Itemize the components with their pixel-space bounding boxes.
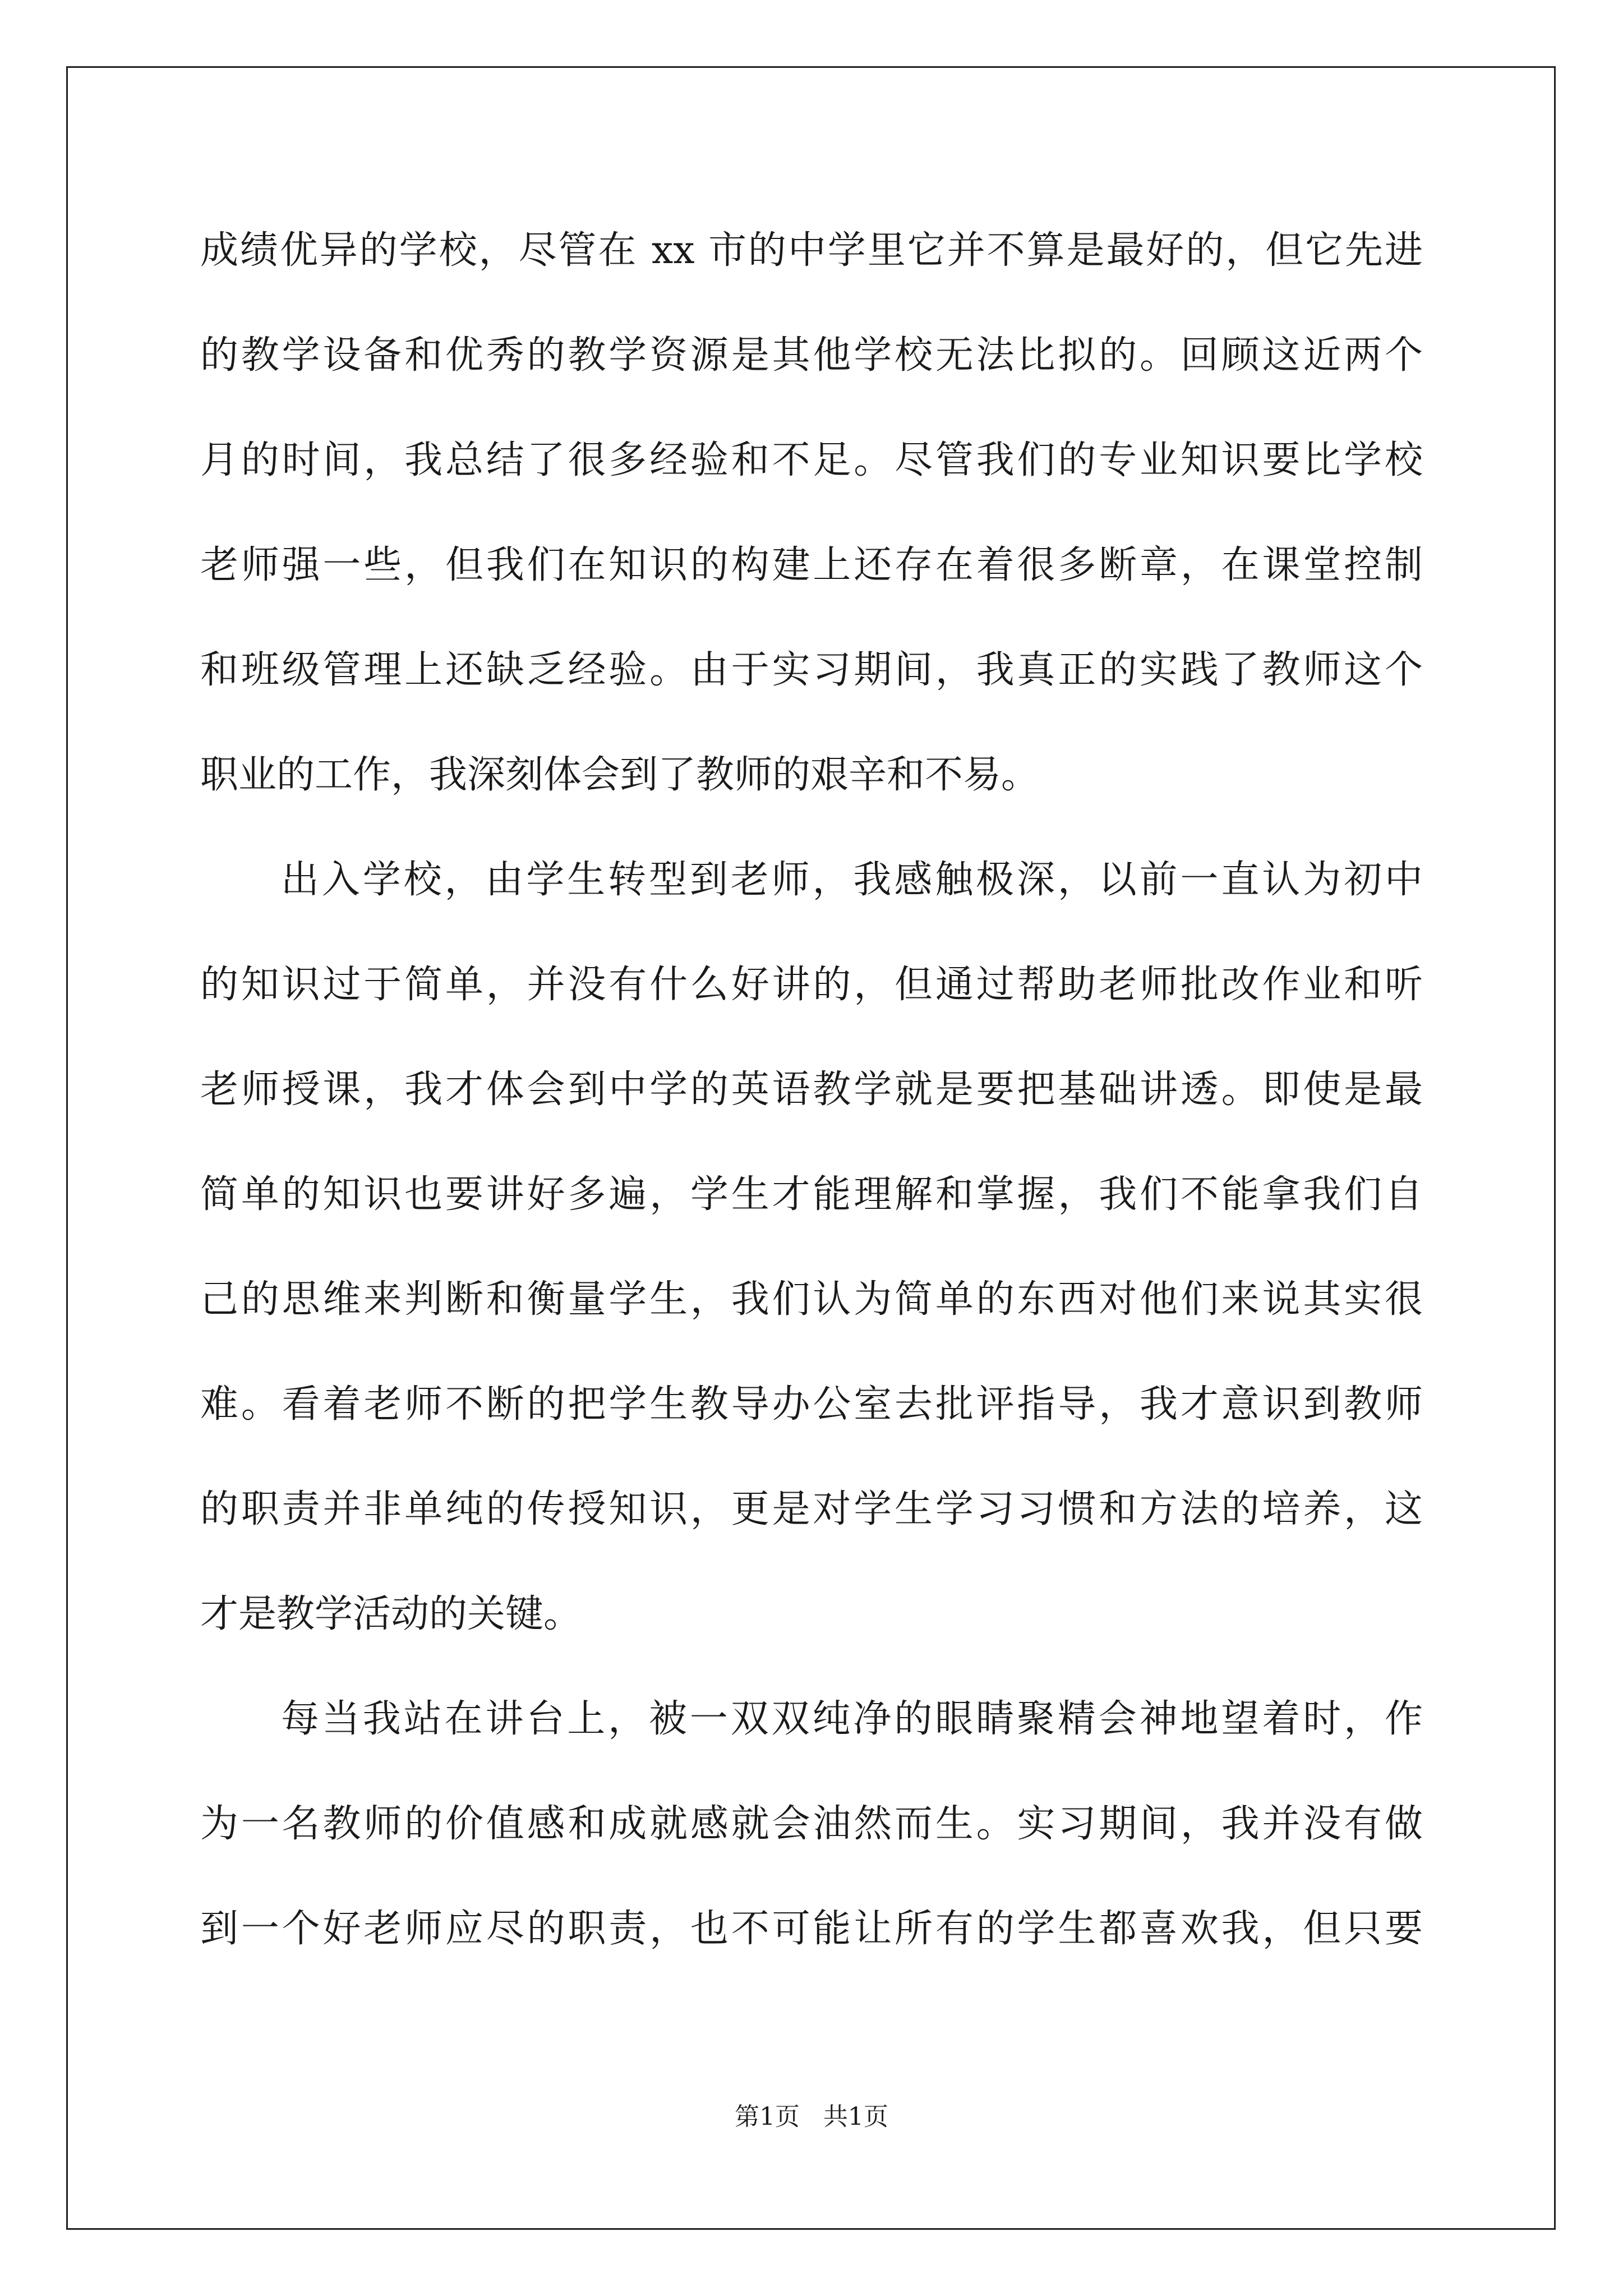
text-line: 难。看着老师不断的把学生教导办公室去批评指导，我才意识到教师: [200, 1382, 1423, 1427]
text-line: 老师授课，我才体会到中学的英语教学就是要把基础讲透。即使是最: [200, 1068, 1423, 1112]
text-line: 才是教学活动的关键。: [200, 1592, 582, 1636]
text-line: 的职责并非单纯的传授知识，更是对学生学习习惯和方法的培养，这: [200, 1487, 1423, 1531]
text-line: 月的时间，我总结了很多经验和不足。尽管我们的专业知识要比学校: [200, 438, 1423, 482]
text-line: 己的思维来判断和衡量学生，我们认为简单的东西对他们来说其实很: [200, 1277, 1423, 1322]
text-line: 为一名教师的价值感和成就感就会油然而生。实习期间，我并没有做: [200, 1802, 1423, 1846]
document-body: [200, 220, 1423, 2003]
text-line: 职业的工作，我深刻体会到了教师的艰辛和不易。: [200, 753, 1040, 797]
text-line: 和班级管理上还缺乏经验。由于实习期间，我真正的实践了教师这个: [200, 648, 1423, 692]
text-line: 老师强一些，但我们在知识的构建上还存在着很多断章，在课堂控制: [200, 543, 1423, 587]
text-line: 出入学校，由学生转型到老师，我感触极深，以前一直认为初中: [281, 858, 1423, 902]
page-number-footer: 第1页 共1页: [735, 2102, 888, 2131]
text-line: 简单的知识也要讲好多遍，学生才能理解和掌握，我们不能拿我们自: [200, 1172, 1423, 1217]
text-line: 成绩优异的学校，尽管在 xx 市的中学里它并不算是最好的，但它先进: [200, 228, 1423, 273]
text-line: 到一个好老师应尽的职责，也不可能让所有的学生都喜欢我，但只要: [200, 1907, 1423, 1951]
text-line: 每当我站在讲台上，被一双双纯净的眼睛聚精会神地望着时，作: [281, 1697, 1423, 1741]
text-line: 的教学设备和优秀的教学资源是其他学校无法比拟的。回顾这近两个: [200, 333, 1423, 378]
text-line: 的知识过于简单，并没有什么好讲的，但通过帮助老师批改作业和听: [200, 963, 1423, 1007]
